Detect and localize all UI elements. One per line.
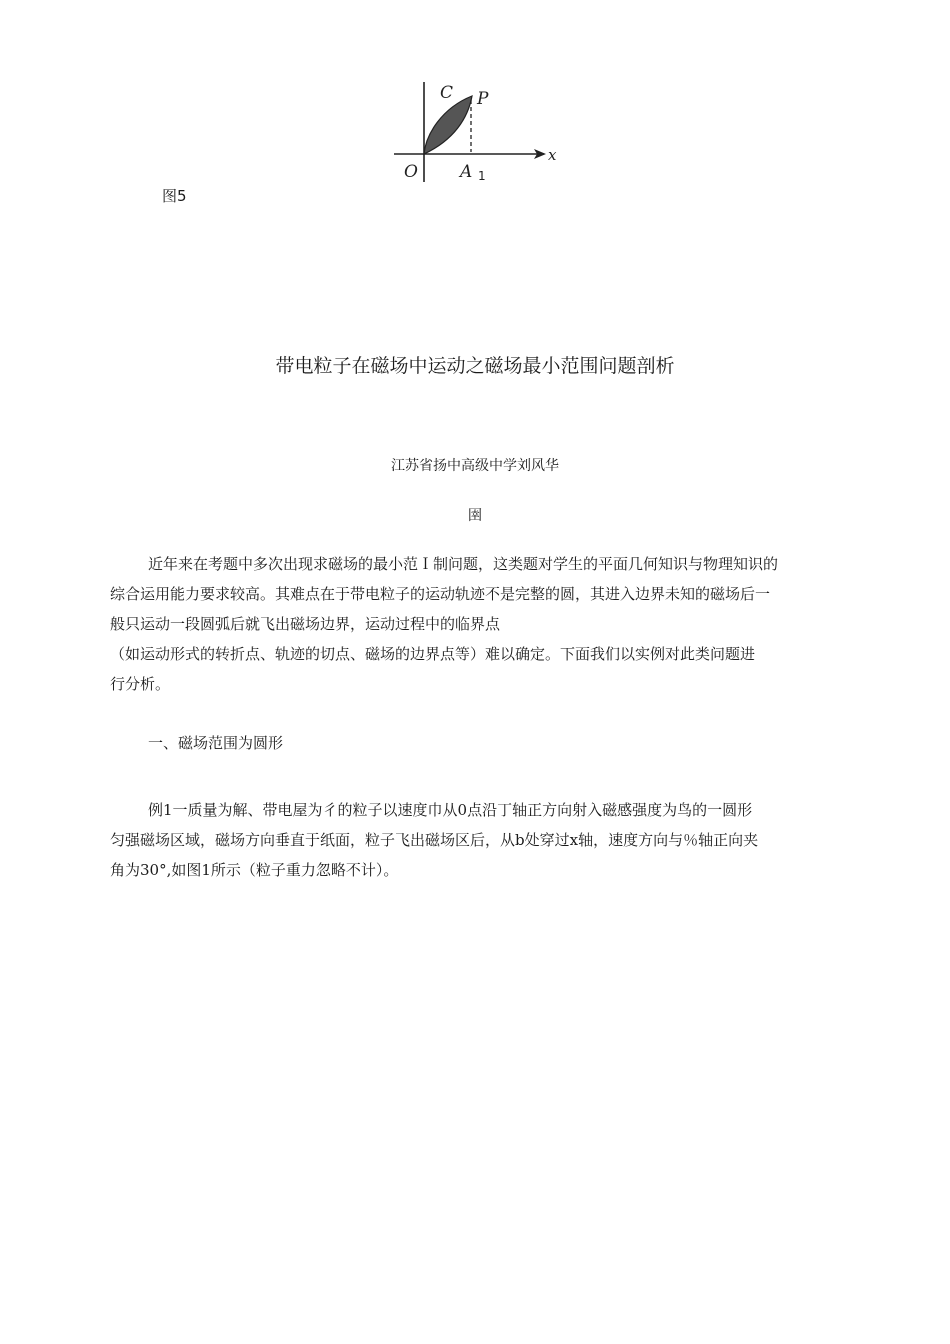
- label-c: C: [440, 83, 454, 103]
- article-author: 江苏省扬中高级中学刘风华: [391, 458, 559, 474]
- shaded-region: [424, 96, 472, 154]
- ocr-mark: 圉: [468, 508, 482, 524]
- intro-line-1: 近年来在考题中多次出现求磁场的最小范Ｉ制问题，这类题对学生的平面几何知识与物理知识的: [148, 555, 779, 573]
- label-x: x: [548, 146, 557, 164]
- figure-5-diagram: [388, 78, 564, 188]
- example-line-2: 匀强磁场区域，磁场方向垂直于纸面，粒子飞出磁场区后，从b处穿过x轴，速度方向与％轴正向夹: [110, 831, 759, 849]
- example-line-1: 例1一质量为解、带电屋为彳的粒子以速度巾从0点沿丁轴正方向射入磁感强度为鸟的一圆形: [148, 801, 753, 819]
- label-a: A: [460, 162, 473, 182]
- label-p: P: [477, 89, 489, 109]
- example-paragraph: [110, 795, 860, 885]
- label-o: O: [404, 162, 418, 182]
- intro-line-4: （如运动形式的转折点、轨迹的切点、磁场的边界点等）难以确定。下面我们以实例对此类问题进: [110, 645, 756, 663]
- figure-caption: 图5: [162, 187, 187, 205]
- label-a-sub: 1: [478, 169, 486, 183]
- article-title: 带电粒子在磁场中运动之磁场最小范围问题剖析: [275, 355, 675, 377]
- figure-5-svg: [388, 78, 564, 188]
- example-line-3: 角为30°,如图1所示（粒子重力忽略不计）。: [110, 861, 399, 879]
- section-heading: 一、磁场范围为圆形: [148, 734, 284, 752]
- intro-paragraph: [110, 549, 860, 699]
- intro-line-3: 般只运动一段圆弧后就飞出磁场边界，运动过程中的临界点: [110, 615, 501, 633]
- intro-line-2: 综合运用能力要求较高。其难点在于带电粒子的运动轨迹不是完整的圆，其进入边界未知的磁场后一: [110, 585, 771, 603]
- intro-line-5: 行分析。: [110, 675, 171, 693]
